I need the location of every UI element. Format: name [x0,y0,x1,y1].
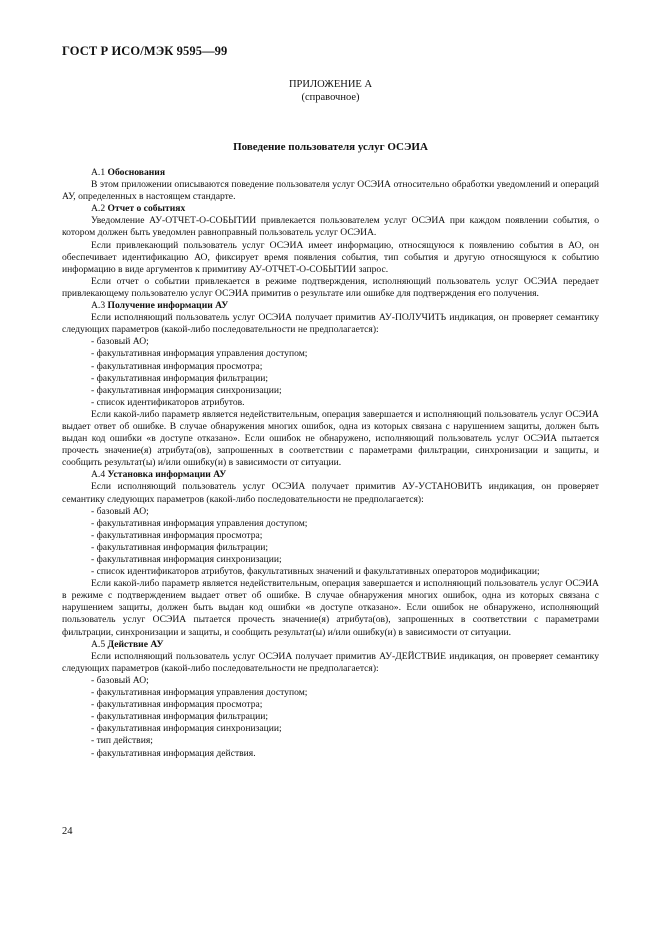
section-heading-a2 [62,203,599,215]
appendix-label: ПРИЛОЖЕНИЕ А [288,79,373,90]
paragraph: Если отчет о событии привлекается в режиме подтверждения, исполняющий пользователь услуг ОСЭИА передает привлекающему пользователю услуг ОСЭИА примитив о результате или ошибке для подтверждения его получения. [62,275,599,299]
section-heading-a3 [62,300,599,312]
section-number: А.4 [91,469,106,481]
section-heading-a1 [62,167,599,179]
list-item: - факультативная информация просмотра; [91,699,263,711]
list-item: - список идентификаторов атрибутов. [91,396,245,408]
section-number: А.2 [91,203,106,215]
list-item: - факультативная информация просмотра; [91,360,263,372]
list-item: - факультативная информация управления доступом; [91,348,308,360]
paragraph: Если исполняющий пользователь услуг ОСЭИА получает примитив АУ-ПОЛУЧИТЬ индикация, он проверяет семантику следующих параметров (какой-либо последовательности не предполагается): [62,312,599,336]
standard-header: ГОСТ Р ИСО/МЭК 9595—99 [62,44,228,58]
paragraph: В этом приложении описываются поведение пользователя услуг ОСЭИА относительно обработки уведомлений и операций АУ, определенных в настоящем стандарте. [62,179,599,203]
paragraph: Если привлекающий пользователь услуг ОСЭИА имеет информацию, относящуюся к появлению события в АО, он обеспечивает идентификацию АО, фиксирует время появления события, тип события и другую относящуюся к событию информацию в виде аргументов к примитиву АУ-ОТЧЕТ-О-СОБЫТИИ запрос. [62,239,599,275]
paragraph: Если какой-либо параметр является недействительным, операция завершается и исполняющий пользователь услуг ОСЭИА в режиме с подтверждением выдает ответ об ошибке. В случае обнаружения многих ошибок, одна из которых связана с нарушением защиты, должен быть выдан код ошибки «в доступе отказано». Если ошибок не обнаружено, исполняющий пользователь услуг ОСЭИА пытается прочесть значение(я) атрибута(ов), запрошенных в соответствии с параметрами фильтрации, синхронизации и защиты, и сообщить результат(ы) и/или ошибку(и) в зависимости от ситуации. [62,578,599,638]
paragraph: Если исполняющий пользователь услуг ОСЭИА получает примитив АУ-ДЕЙСТВИЕ индикация, он проверяет семантику следующих параметров (какой-либо последовательности не предполагается): [62,650,599,674]
page-title: Поведение пользователя услуг ОСЭИА [233,141,428,153]
list-item: - базовый АО; [91,674,149,686]
appendix-note: (справочное) [301,92,360,103]
section-number: А.5 [91,638,106,650]
list-item: - базовый АО; [91,505,149,517]
list-item: - факультативная информация синхронизации; [91,384,282,396]
appendix-block [0,78,661,104]
document-body [62,167,599,760]
paragraph: Уведомление АУ-ОТЧЕТ-О-СОБЫТИИ привлекается пользователем услуг ОСЭИА при каждом появлении события, о котором должен быть уведомлен равноправный пользователь услуг ОСЭИА. [62,215,599,239]
section-title: Установка информации АУ [107,469,227,481]
section-title: Отчет о событиях [107,203,186,215]
list-item: - факультативная информация синхронизации; [91,723,282,735]
section-title: Действие АУ [107,638,164,650]
section-heading-a5 [62,639,599,651]
list-item: - факультативная информация управления доступом; [91,517,308,529]
section-title: Получение информации АУ [107,300,229,312]
list-item: - базовый АО; [91,336,149,348]
list-item: - факультативная информация управления доступом; [91,687,308,699]
section-title: Обоснования [107,167,166,178]
list-item: - факультативная информация действия. [91,747,256,759]
list-item: - тип действия; [91,735,153,747]
section-number: А.1 [91,167,106,178]
list-item: - факультативная информация фильтрации; [91,711,269,723]
paragraph: Если какой-либо параметр является недействительным, операция завершается и исполняющий пользователь услуг ОСЭИА выдает ответ об ошибке. В случае обнаружения многих ошибок, одна из которых связана с нарушением защиты, должен быть выдан код ошибки «в доступе отказано». Если ошибок не обнаружено, исполняющий пользователь услуг ОСЭИА пытается прочесть значение(я) атрибута(ов), запрошенных в соответствии с параметрами фильтрации, синхронизации и защиты, и сообщить результат(ы) и/или ошибку(и) в зависимости от ситуации. [62,408,599,469]
page-number: 24 [62,826,73,837]
section-heading-a4 [62,469,599,481]
list-item: - список идентификаторов атрибутов, факультативных значений и факультативных операторов модификации; [91,566,540,578]
list-item: - факультативная информация фильтрации; [91,541,269,553]
list-item: - факультативная информация просмотра; [91,529,263,541]
list-item: - факультативная информация фильтрации; [91,372,269,384]
list-item: - факультативная информация синхронизации; [91,554,282,565]
paragraph: Если исполняющий пользователь услуг ОСЭИА получает примитив АУ-УСТАНОВИТЬ индикация, он проверяет семантику следующих параметров (какой-либо последовательности не предполагается): [62,481,599,505]
section-number: А.3 [91,300,106,312]
